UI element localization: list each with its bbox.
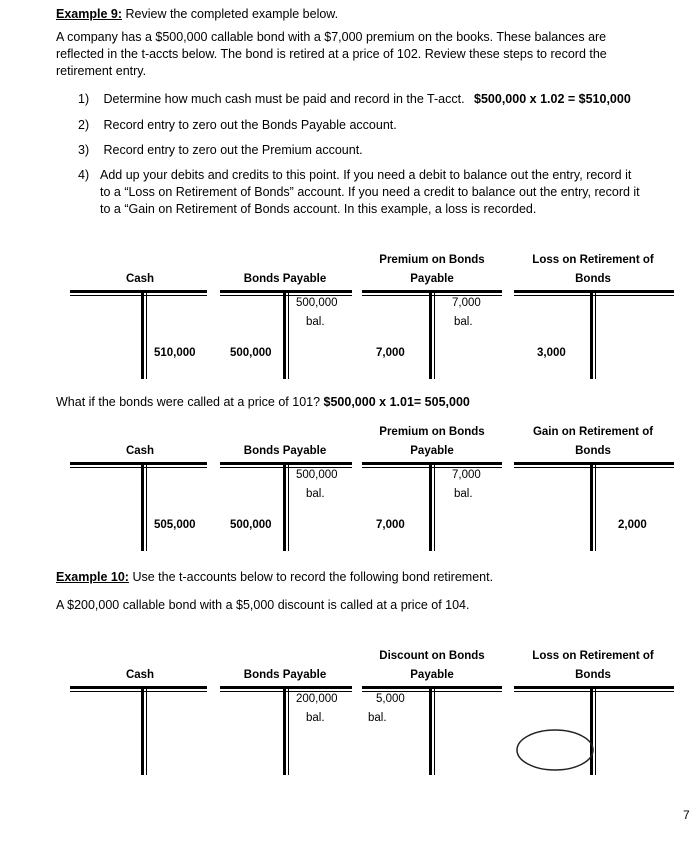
bonds-payable-balance: 500,000 — [296, 297, 338, 309]
step-text: Record entry to zero out the Premium account. — [103, 143, 363, 157]
page-number: 7 — [683, 808, 690, 822]
premium-bal-label: bal. — [454, 316, 473, 328]
gain-credit-entry: 2,000 — [618, 519, 647, 531]
step-2 — [78, 117, 397, 134]
premium-balance: 7,000 — [452, 469, 481, 481]
t-account-vertical-line — [590, 465, 596, 551]
t-account-title-loss: Loss on Retirement of Bonds — [532, 650, 654, 681]
example-10-label: Example 10: — [56, 570, 129, 584]
t-account-title-premium: Premium on Bonds Payable — [379, 426, 485, 457]
example-10-intro: Use the t-accounts below to record the following bond retirement. — [132, 570, 494, 584]
step-1 — [78, 91, 631, 108]
step-4 — [78, 167, 640, 218]
what-if-text: What if the bonds were called at a price of 101? — [56, 395, 321, 409]
t-account-vertical-line — [283, 689, 289, 775]
cash-credit-entry: 510,000 — [154, 347, 196, 359]
premium-debit-entry: 7,000 — [376, 347, 405, 359]
t-account-title-gain: Gain on Retirement of Bonds — [532, 426, 654, 457]
step-text: Determine how much cash must be paid and record in the T-acct. — [103, 92, 465, 106]
step-text: to a “Loss on Retirement of Bonds” account. If you need a credit to balance out the entry, record it — [100, 185, 640, 199]
t-account-horizontal-line — [70, 686, 207, 692]
t-account-vertical-line — [283, 465, 289, 551]
t-account-title-cash: Cash — [125, 445, 155, 457]
loss-entry-ellipse — [517, 730, 593, 770]
step-number: 3) — [78, 143, 90, 157]
t-account-title-cash: Cash — [125, 273, 155, 285]
t-account-title-cash: Cash — [125, 669, 155, 681]
t-account-vertical-line — [590, 293, 596, 379]
bonds-payable-debit-entry: 500,000 — [230, 347, 272, 359]
loss-debit-entry: 3,000 — [537, 347, 566, 359]
step-calculation: $500,000 x 1.02 = $510,000 — [474, 92, 631, 106]
t-account-title-discount: Discount on Bonds Payable — [379, 650, 485, 681]
example-9-description — [56, 29, 607, 80]
step-text: to a “Gain on Retirement of Bonds account. In this example, a loss is recorded. — [100, 202, 537, 216]
step-text: Add up your debits and credits to this point. If you need a debit to balance out the entry, record it — [100, 168, 632, 182]
discount-bal-label: bal. — [368, 712, 387, 724]
t-account-vertical-line — [141, 465, 147, 551]
example-9-heading — [56, 7, 338, 21]
t-account-horizontal-line — [70, 462, 207, 468]
t-account-vertical-line — [429, 465, 435, 551]
bonds-payable-bal-label: bal. — [306, 488, 325, 500]
bonds-payable-debit-entry: 500,000 — [230, 519, 272, 531]
premium-bal-label: bal. — [454, 488, 473, 500]
t-account-vertical-line — [141, 689, 147, 775]
what-if-calculation: $500,000 x 1.01= 505,000 — [323, 395, 470, 409]
discount-balance: 5,000 — [376, 693, 405, 705]
premium-balance: 7,000 — [452, 297, 481, 309]
step-number: 1) — [78, 92, 90, 106]
step-text: Record entry to zero out the Bonds Payable account. — [103, 118, 397, 132]
loss-entry-circle — [512, 726, 602, 774]
step-number: 4) — [78, 168, 90, 182]
t-account-horizontal-line — [70, 290, 207, 296]
t-account-vertical-line — [429, 689, 435, 775]
example-9-label: Example 9: — [56, 7, 123, 21]
step-3 — [78, 142, 363, 159]
bonds-payable-balance: 500,000 — [296, 469, 338, 481]
description-line: reflected in the t-accts below. The bond is retired at a price of 102. Review these steps to record the — [56, 47, 607, 61]
t-account-title-premium: Premium on Bonds Payable — [379, 254, 485, 285]
step-number: 2) — [78, 118, 90, 132]
t-account-vertical-line — [283, 293, 289, 379]
example-10-heading — [56, 570, 493, 584]
t-account-title-loss: Loss on Retirement of Bonds — [532, 254, 654, 285]
bonds-payable-bal-label: bal. — [306, 316, 325, 328]
description-line: A company has a $500,000 callable bond with a $7,000 premium on the books. These balances are — [56, 30, 607, 44]
premium-debit-entry: 7,000 — [376, 519, 405, 531]
description-line: retirement entry. — [56, 64, 147, 78]
t-account-vertical-line — [141, 293, 147, 379]
cash-credit-entry: 505,000 — [154, 519, 196, 531]
t-account-title-bonds-payable: Bonds Payable — [243, 445, 327, 457]
t-account-title-bonds-payable: Bonds Payable — [243, 669, 327, 681]
what-if-line — [56, 394, 470, 411]
example-9-intro: Review the completed example below. — [125, 7, 339, 21]
example-10-description: A $200,000 callable bond with a $5,000 discount is called at a price of 104. — [56, 598, 470, 612]
t-account-vertical-line — [429, 293, 435, 379]
bonds-payable-bal-label: bal. — [306, 712, 325, 724]
t-account-title-bonds-payable: Bonds Payable — [243, 273, 327, 285]
bonds-payable-balance: 200,000 — [296, 693, 338, 705]
